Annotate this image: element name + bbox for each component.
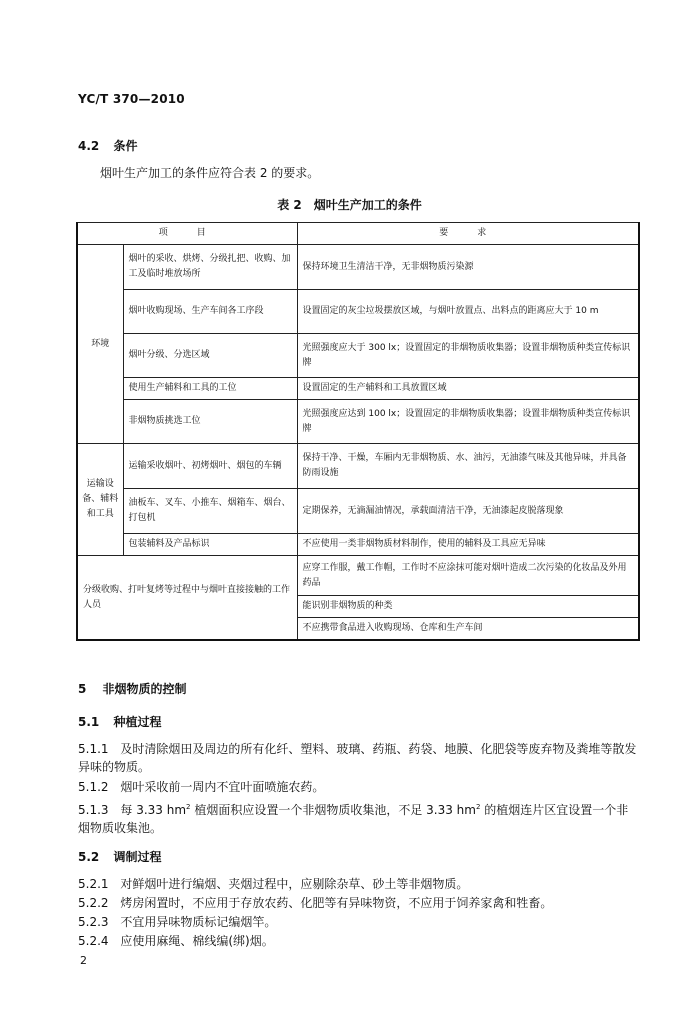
- clause-number: 5.2.2: [78, 896, 109, 910]
- requirement-cell: 设置固定的灰尘垃圾摆放区域，与烟叶放置点、出料点的距离应大于 10 m: [297, 290, 639, 334]
- clause-text: 烟叶采收前一周内不宜叶面喷施农药。: [120, 780, 325, 794]
- item-cell: 烟叶的采收、烘烤、分级扎把、收购、加工及临时堆放场所: [123, 245, 297, 290]
- clause-5-2-3: [78, 913, 640, 931]
- requirement-cell: 不应使用一类非烟物质材料制作，使用的辅料及工具应无异味: [297, 534, 639, 556]
- item-cell: 使用生产辅料和工具的工位: [123, 378, 297, 400]
- requirement-cell: 光照强度应达到 100 lx；设置固定的非烟物质收集器；设置非烟物质种类宣传标识牌: [297, 400, 639, 444]
- requirement-cell: 保持环境卫生清洁干净，无非烟物质污染源: [297, 245, 639, 290]
- section-5-1-heading: [78, 713, 161, 730]
- section-title: 调制过程: [113, 850, 162, 864]
- section-number: 5.2: [78, 850, 100, 864]
- table-row: [77, 378, 639, 400]
- section-title: 条件: [113, 139, 138, 153]
- clause-text: 及时清除烟田及周边的所有化纤、塑料、玻璃、药瓶、药袋、地膜、化肥袋等废弃物及粪堆等散发异味的物质。: [78, 742, 637, 774]
- conditions-table: [76, 222, 640, 641]
- clause-number: 5.2.4: [78, 934, 109, 948]
- clause-text: 不宜用异味物质标记编烟竿。: [120, 915, 277, 929]
- document-code: YC/T 370—2010: [78, 92, 185, 106]
- item-cell: 运输采收烟叶、初烤烟叶、烟包的车辆: [123, 444, 297, 489]
- group-label-personnel: 分级收购、打叶复烤等过程中与烟叶直接接触的工作人员: [77, 556, 297, 641]
- header-item: 项 目: [77, 223, 297, 245]
- section-number: 5.1: [78, 715, 100, 729]
- clause-number: 5.2.1: [78, 877, 109, 891]
- table-row: [77, 444, 639, 489]
- item-cell: 包装辅料及产品标识: [123, 534, 297, 556]
- table-row: [77, 534, 639, 556]
- clause-text: 对鲜烟叶进行编烟、夹烟过程中，应剔除杂草、砂土等非烟物质。: [120, 877, 469, 891]
- item-cell: 油板车、叉车、小推车、烟箱车、烟台、打包机: [123, 489, 297, 534]
- clause-5-2-1: [78, 875, 640, 893]
- requirement-cell: 光照强度应大于 300 lx；设置固定的非烟物质收集器；设置非烟物质种类宣传标识牌: [297, 334, 639, 378]
- section-title: 非烟物质的控制: [102, 682, 187, 696]
- section-5-heading: [78, 680, 187, 697]
- section-4-2-heading: [78, 137, 137, 154]
- group-label-transport: 运输设备、辅料和工具: [77, 444, 123, 556]
- clause-5-2-2: [78, 894, 640, 912]
- table-row: [77, 489, 639, 534]
- table-row: [77, 334, 639, 378]
- item-cell: 非烟物质挑选工位: [123, 400, 297, 444]
- item-cell: 烟叶收购现场、生产车间各工序段: [123, 290, 297, 334]
- table-row: [77, 400, 639, 444]
- section-number: 5: [78, 682, 87, 696]
- requirement-cell: 不应携带食品进入收购现场、仓库和生产车间: [297, 618, 639, 641]
- section-4-2-intro: 烟叶生产加工的条件应符合表 2 的要求。: [100, 166, 320, 180]
- section-title: 种植过程: [113, 715, 162, 729]
- requirement-cell: 设置固定的生产辅料和工具放置区域: [297, 378, 639, 400]
- clause-number: 5.2.3: [78, 915, 109, 929]
- group-label-environment: 环境: [77, 245, 123, 444]
- clause-5-1-3: [78, 798, 640, 837]
- clause-number: 5.1.1: [78, 742, 109, 756]
- clause-text: 每 3.33 $hm^2$ 植烟面积应设置一个非烟物质收集池，不足 3.33 $hm^2$ 的植烟连片区宜设置一个非烟物质收集池。: [78, 803, 629, 835]
- table-caption: 表 2 烟叶生产加工的条件: [277, 198, 422, 212]
- clause-5-2-4: [78, 932, 640, 950]
- requirement-cell: 能识别非烟物质的种类: [297, 596, 639, 618]
- table-row: [77, 556, 639, 596]
- clause-5-1-1: [78, 740, 640, 776]
- requirement-cell: 应穿工作服，戴工作帽，工作时不应涂抹可能对烟叶造成二次污染的化妆品及外用药品: [297, 556, 639, 596]
- table-row: [77, 290, 639, 334]
- clause-number: 5.1.2: [78, 780, 109, 794]
- page-number: 2: [80, 954, 87, 967]
- table-header-row: [77, 223, 639, 245]
- clause-text: 烤房闲置时，不应用于存放农药、化肥等有异味物资，不应用于饲养家禽和牲畜。: [120, 896, 553, 910]
- clause-text: 应使用麻绳、棉线编(绑)烟。: [120, 934, 274, 948]
- clause-number: 5.1.3: [78, 803, 109, 817]
- item-cell: 烟叶分级、分选区域: [123, 334, 297, 378]
- header-requirement: 要 求: [297, 223, 639, 245]
- requirement-cell: 保持干净、干燥，车厢内无非烟物质、水、油污，无油漆气味及其他异味，并具备防雨设施: [297, 444, 639, 489]
- table-row: [77, 245, 639, 290]
- clause-5-1-2: [78, 778, 640, 796]
- requirement-cell: 定期保养，无滴漏油情况，承载面清洁干净，无油漆起皮脱落现象: [297, 489, 639, 534]
- section-number: 4.2: [78, 139, 100, 153]
- section-5-2-heading: [78, 848, 161, 865]
